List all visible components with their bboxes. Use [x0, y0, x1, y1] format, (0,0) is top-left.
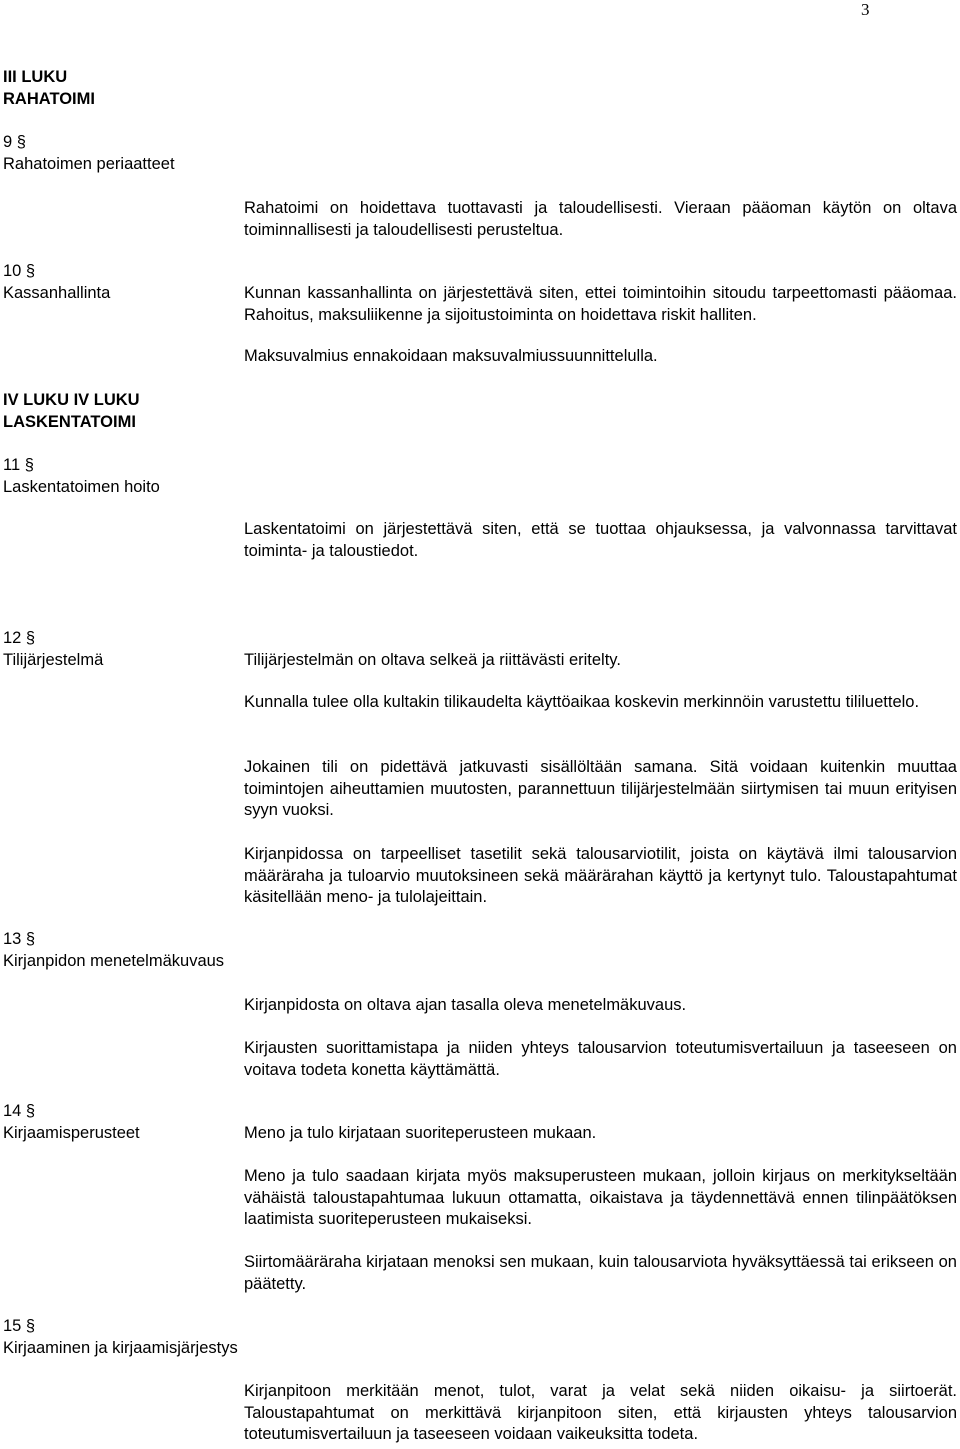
- section-title: Kirjaaminen ja kirjaamisjärjestys: [3, 1338, 238, 1357]
- section-number: 14 §: [3, 1102, 36, 1120]
- paragraph-tilin-sisalto: Jokainen tili on pidettävä jatkuvasti sisällöltään samana. Sitä voidaan kuitenkin muuttaa toimintojen aiheuttamien muutosten, parannettuun tilijärjestelmään siirtymisen tai muun erityisen syyn vuoksi.: [244, 758, 957, 819]
- section-heading-10: [3, 261, 110, 304]
- chapter-title: RAHATOIMI: [3, 89, 95, 108]
- chapter-number: IV LUKU IV LUKU: [3, 391, 140, 409]
- paragraph-maksuvalmius: Maksuvalmius ennakoidaan maksuvalmiussuunnittelulla.: [244, 347, 658, 365]
- section-title: Kassanhallinta: [3, 283, 111, 302]
- section-number: 9 §: [3, 133, 26, 151]
- chapter-heading-iii: [3, 67, 95, 110]
- chapter-title: LASKENTATOIMI: [3, 412, 136, 431]
- paragraph-kirjanpidon-tilit: Kirjanpidossa on tarpeelliset tasetilit sekä talousarviotilit, joista on käytävä ilmi talousarvion määräraha ja tuloarvio muutoksineen sekä määrärahan käyttö ja kertynyt tulo. Taloustapahtumat käsitellään meno- ja tulolajeittain.: [244, 845, 957, 906]
- section-number: 10 §: [3, 262, 36, 280]
- paragraph-menetelmakuvaus: Kirjanpidosta on oltava ajan tasalla oleva menetelmäkuvaus.: [244, 996, 687, 1014]
- paragraph-maksuperuste: Meno ja tulo saadaan kirjata myös maksuperusteen mukaan, jolloin kirjaus on merkitykseltään vähäistä taloustapahtumaa lukuun ottamatta, oikaistava ja täydennettävä ennen tilinpäätöksen laatimista suoriteperusteen mukaiseksi.: [244, 1167, 957, 1228]
- section-title: Kirjaamisperusteet: [3, 1123, 140, 1142]
- section-heading-9: [3, 132, 175, 175]
- paragraph-rahatoimi: Rahatoimi on hoidettava tuottavasti ja taloudellisesti. Vieraan pääoman käytön on oltava toiminnallisesti ja taloudellisesti perusteltua.: [244, 199, 957, 239]
- section-title: Laskentatoimen hoito: [3, 477, 160, 496]
- paragraph-kirjausten-suorittamistapa: Kirjausten suorittamistapa ja niiden yhteys talousarvion toteutumisvertailuun ja taseeseen on voitava todeta konetta käyttämättä.: [244, 1039, 957, 1079]
- paragraph-tilijarjestelma: Tilijärjestelmän on oltava selkeä ja riittävästi eritelty.: [244, 651, 621, 669]
- paragraph-kirjanpitoon-merkitaan: Kirjanpitoon merkitään menot, tulot, varat ja velat sekä niiden oikaisu- ja siirtoerät. Taloustapahtumat on merkittävä kirjanpitoon siten, että kirjausten yhteys talousarvion toteutumisvertailuun ja taseeseen voidaan vaikeuksitta todeta.: [244, 1382, 957, 1443]
- paragraph-siirtomaararaha: Siirtomääräraha kirjataan menoksi sen mukaan, kuin talousarviota hyväksyttäessä tai erikseen on päätetty.: [244, 1253, 957, 1293]
- section-heading-12: [3, 628, 103, 671]
- paragraph-tililuettelo: Kunnalla tulee olla kultakin tilikaudelta käyttöaikaa koskevin merkinnöin varustettu tililuettelo.: [244, 693, 920, 711]
- section-title: Tilijärjestelmä: [3, 650, 104, 669]
- section-heading-14: [3, 1101, 140, 1144]
- page-number: 3: [861, 0, 870, 19]
- paragraph-laskentatoimi: Laskentatoimi on järjestettävä siten, että se tuottaa ohjauksessa, ja valvonnassa tarvittavat toiminta- ja taloustiedot.: [244, 520, 957, 560]
- chapter-number: III LUKU: [3, 68, 68, 86]
- paragraph-suoriteperuste: Meno ja tulo kirjataan suoriteperusteen mukaan.: [244, 1124, 597, 1142]
- section-number: 15 §: [3, 1317, 36, 1335]
- section-number: 11 §: [3, 456, 34, 474]
- section-heading-15: [3, 1316, 238, 1359]
- section-number: 13 §: [3, 930, 36, 948]
- paragraph-kassanhallinta: Kunnan kassanhallinta on järjestettävä siten, ettei toimintoihin sitoudu tarpeettomasti pääomaa. Rahoitus, maksuliikenne ja sijoitustoiminta on hoidettava riskit halliten.: [244, 284, 957, 324]
- section-heading-13: [3, 929, 224, 972]
- section-title: Rahatoimen periaatteet: [3, 154, 175, 173]
- section-title: Kirjanpidon menetelmäkuvaus: [3, 951, 225, 970]
- section-heading-11: [3, 455, 160, 498]
- chapter-heading-iv: [3, 390, 140, 433]
- section-number: 12 §: [3, 629, 36, 647]
